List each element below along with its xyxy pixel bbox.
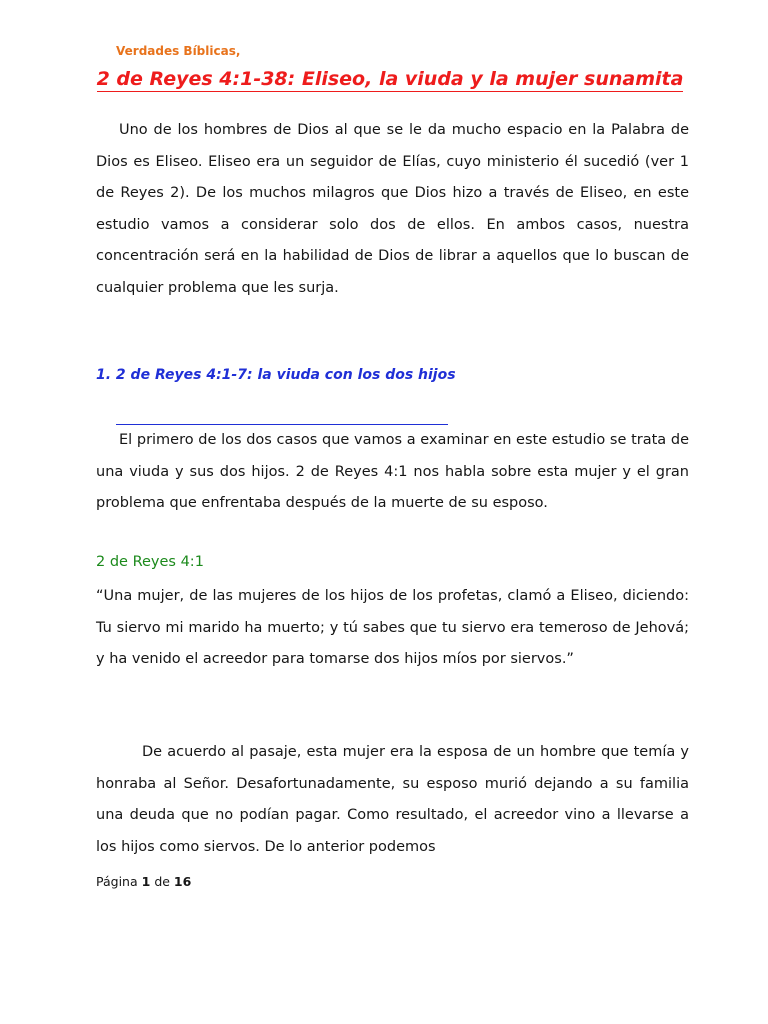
section-heading: 1. 2 de Reyes 4:1-7: la viuda con los dos hijos — [96, 367, 456, 383]
commentary-paragraph: De acuerdo al pasaje, esta mujer era la esposa de un hombre que temía y honraba al Señor. Desafortunadamente, su esposo murió dejando a su familia una deuda que no podían pagar. Como resultado, el acreedor vino a llevarse a los hijos como siervos. De lo anterior podemos — [96, 744, 689, 855]
verse-reference: 2 de Reyes 4:1 — [96, 554, 204, 570]
document-title — [0, 68, 768, 90]
footer-page-word: Página — [96, 874, 138, 889]
intro-paragraph: Uno de los hombres de Dios al que se le da mucho espacio en la Palabra de Dios es Eliseo. Eliseo era un seguidor de Elías, cuyo ministerio él sucedió (ver 1 de Reyes 2). De los muchos milagros que Dios hizo a través de Eliseo, en este estudio vamos a considerar solo dos de ellos. En ambos casos, nuestra concentración será en la habilidad de Dios de librar a aquellos que lo buscan de cualquier problema que les surja. — [96, 122, 689, 296]
footer-current-page: 1 — [141, 874, 151, 889]
document-title-text: 2 de Reyes 4:1-38: Eliseo, la viuda y la mujer sunamita — [96, 68, 684, 90]
header-label: Verdades Bíblicas, — [116, 44, 241, 58]
section-paragraph: El primero de los dos casos que vamos a examinar en este estudio se trata de una viuda y sus dos hijos. 2 de Reyes 4:1 nos habla sobre esta mujer y el gran problema que enfrentaba después de la muerte de su esposo. — [96, 432, 689, 511]
page-footer — [96, 874, 191, 889]
verse-text: “Una mujer, de las mujeres de los hijos de los profetas, clamó a Eliseo, diciendo: Tu siervo mi marido ha muerto; y tú sabes que tu siervo era temeroso de Jehová; y ha venido el acreedor para tomarse dos hijos míos por siervos.” — [96, 588, 689, 667]
footer-total-pages: 16 — [173, 874, 192, 889]
footer-of-word: de — [154, 874, 170, 889]
